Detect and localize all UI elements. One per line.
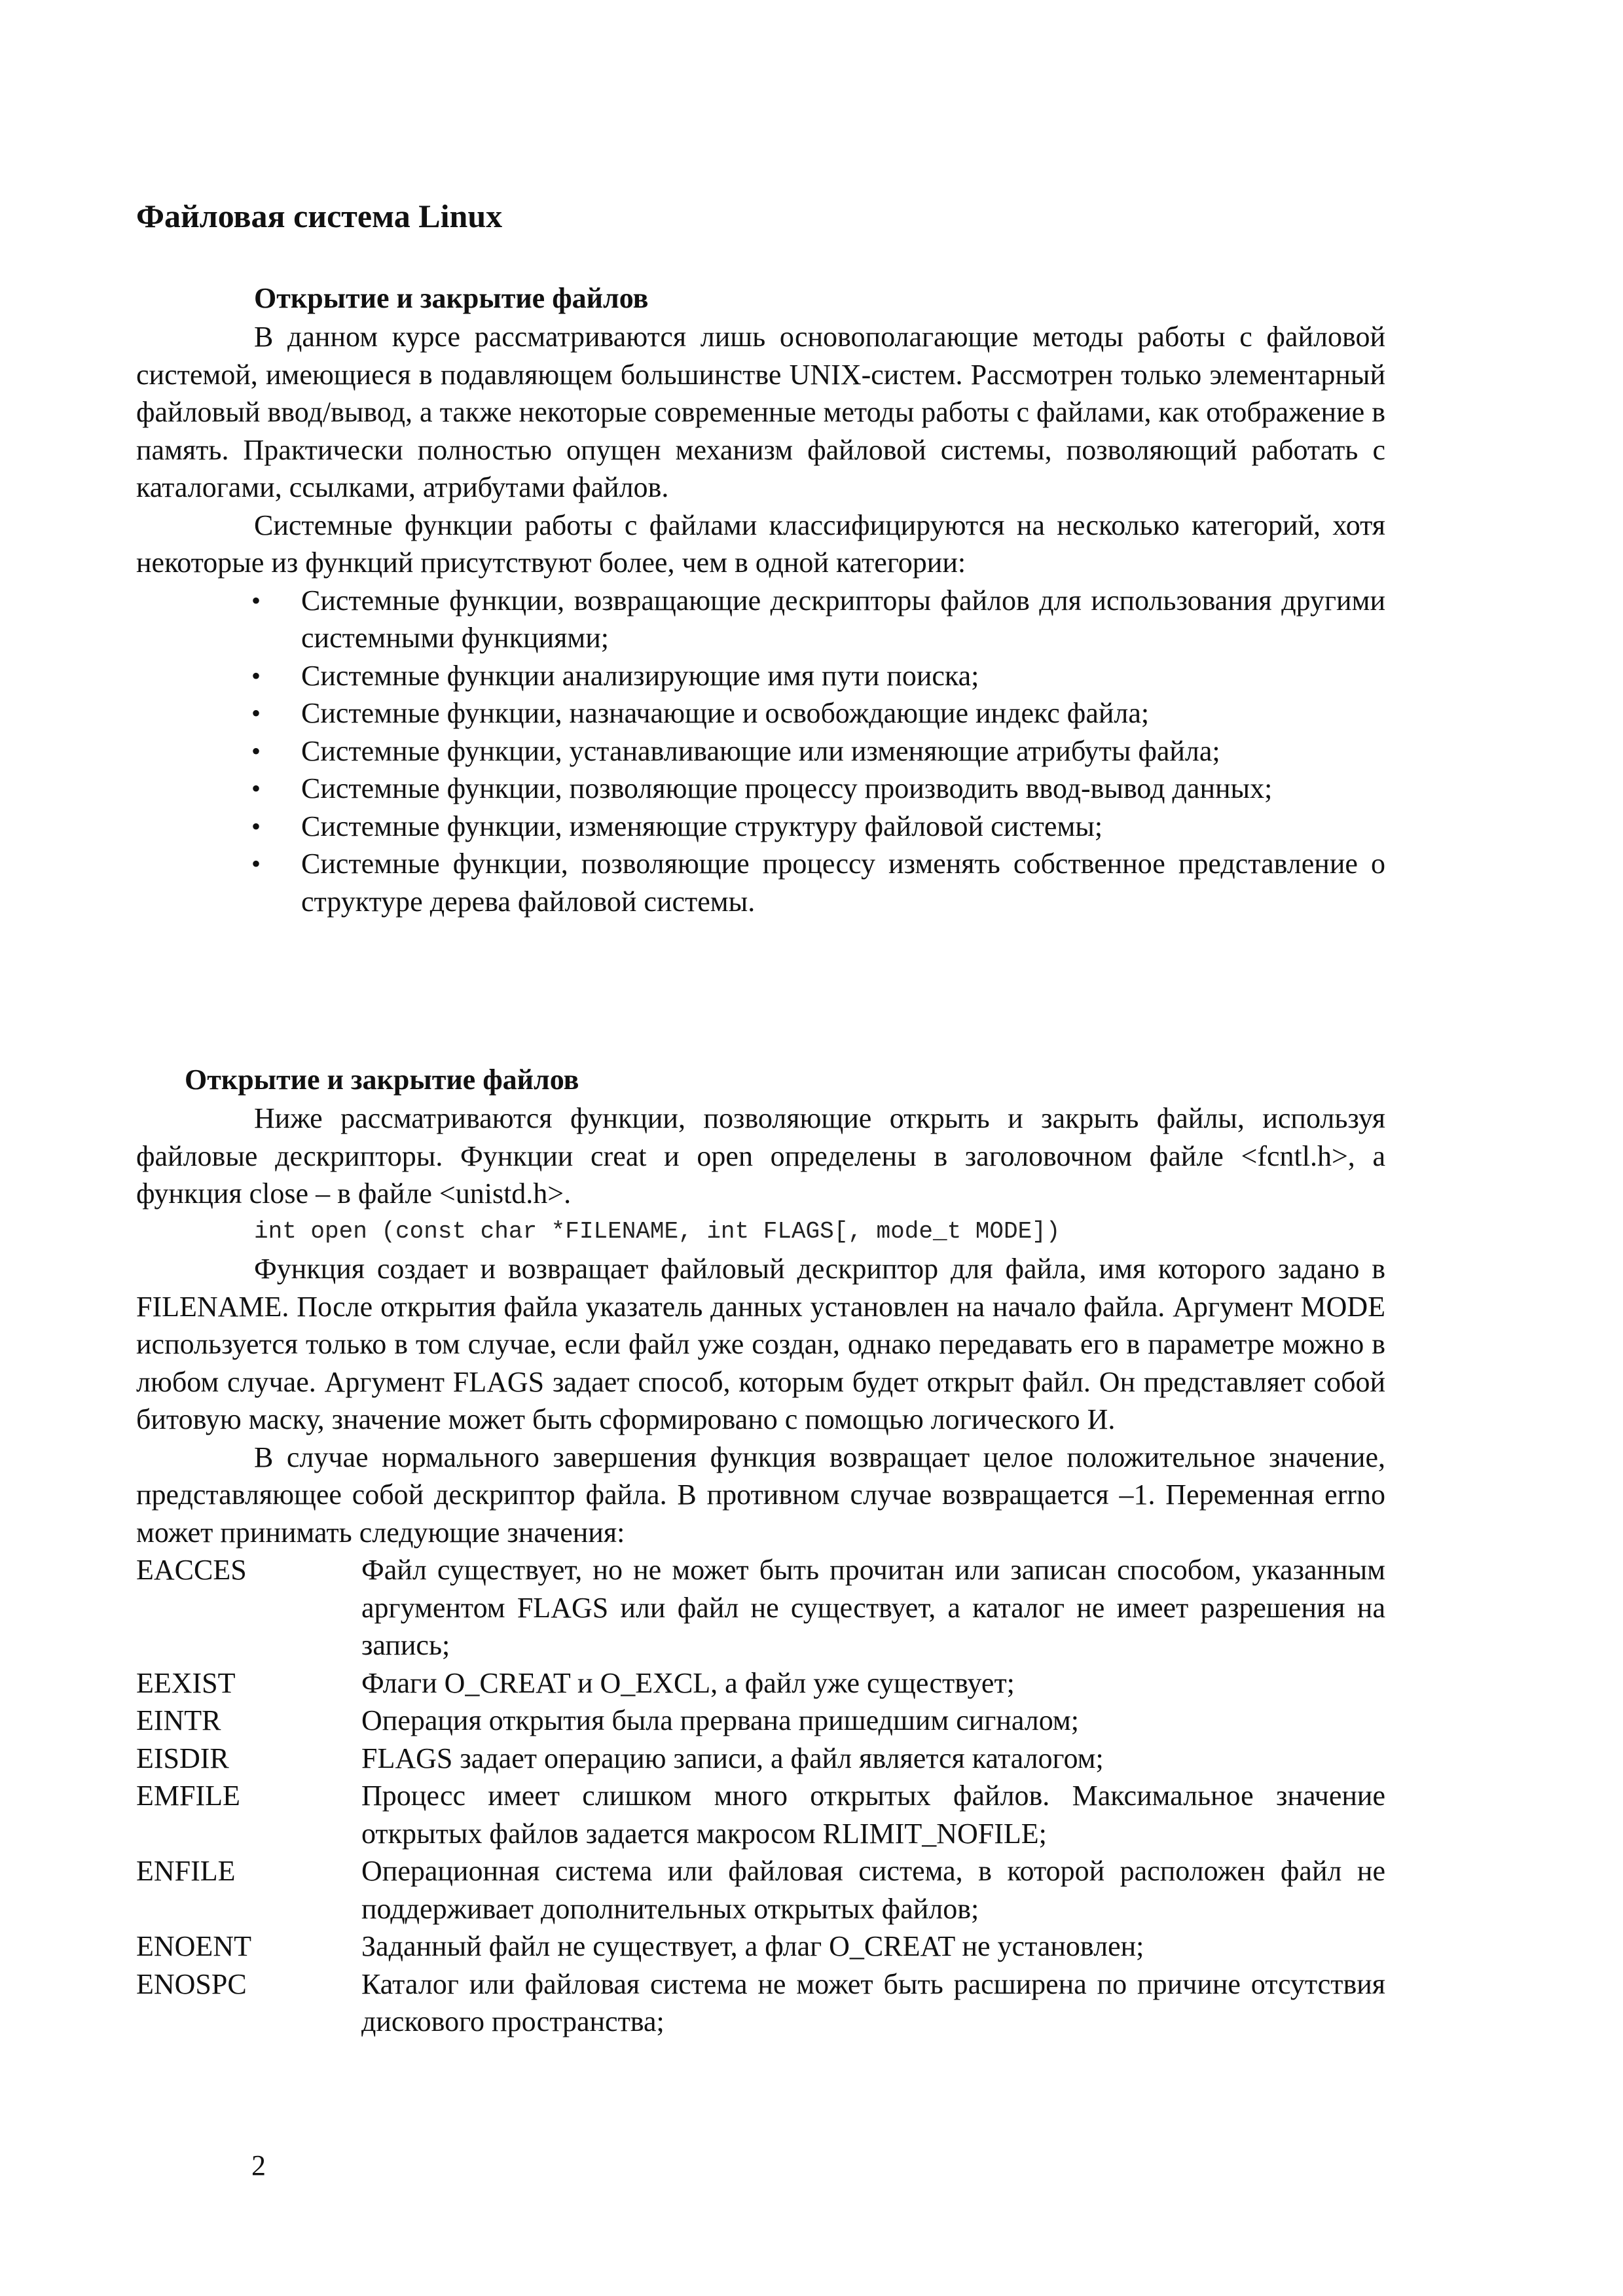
- error-row: [136, 1777, 1385, 1852]
- error-row: [136, 1928, 1385, 1965]
- bullet-list: [136, 582, 1385, 921]
- error-code: EEXIST: [136, 1666, 236, 1699]
- list-item-text: Системные функции анализирующие имя пути поиска;: [301, 659, 979, 692]
- error-row: [136, 1664, 1385, 1702]
- bullet-icon: •: [251, 585, 261, 615]
- bullet-icon: •: [251, 698, 261, 728]
- error-description: Файл существует, но не может быть прочитан или записан способом, указанным аргументом FLAGS или файл не существует, а каталог не имеет разрешения на запись;: [361, 1554, 1385, 1661]
- error-description: Флаги O_CREAT и O_EXCL, а файл уже существует;: [361, 1666, 1015, 1699]
- code-signature: int open (const char *FILENAME, int FLAGS[, mode_t MODE]): [254, 1217, 1061, 1245]
- page-title: Файловая система Linux: [136, 198, 503, 234]
- page-number: 2: [251, 2149, 266, 2181]
- bullet-icon: •: [251, 736, 261, 766]
- list-item: [136, 657, 1385, 695]
- error-code: ENOENT: [136, 1930, 251, 1962]
- list-item-text: Системные функции, позволяющие процессу производить ввод-вывод данных;: [301, 772, 1273, 804]
- error-row: [136, 1740, 1385, 1778]
- error-row: [136, 1852, 1385, 1928]
- paragraph: Системные функции работы с файлами классифицируются на несколько категорий, хотя некоторые из функций присутствуют более, чем в одной категории:: [136, 509, 1385, 579]
- list-item: [136, 845, 1385, 920]
- paragraph: Функция создает и возвращает файловый дескриптор для файла, имя которого задано в FILENAME. После открытия файла указатель данных установлен на начало файла. Аргумент MODE используется только в том случае, если файл уже создан, однако передавать его в параметре можно в любом случае. Аргумент FLAGS задает способ, которым будет открыт файл. Он представляет собой битовую маску, значение может быть сформировано с помощью логического И.: [136, 1253, 1385, 1435]
- section-heading: Открытие и закрытие файлов: [185, 1064, 579, 1096]
- list-item-text: Системные функции, назначающие и освобождающие индекс файла;: [301, 697, 1150, 729]
- bullet-icon: •: [251, 660, 261, 691]
- error-code: ENFILE: [136, 1855, 236, 1887]
- bullet-icon: •: [251, 774, 261, 803]
- error-description: Заданный файл не существует, а флаг O_CREAT не установлен;: [361, 1930, 1144, 1962]
- bullet-icon: •: [251, 811, 261, 841]
- list-item-text: Системные функции, возвращающие дескрипторы файлов для использования другими системными функциями;: [301, 584, 1385, 654]
- error-description: FLAGS задает операцию записи, а файл является каталогом;: [361, 1742, 1104, 1774]
- list-item: [136, 808, 1385, 846]
- error-row: [136, 1965, 1385, 2041]
- error-description: Операционная система или файловая система, в которой расположен файл не поддерживает дополнительных открытых файлов;: [361, 1855, 1385, 1925]
- paragraph: Ниже рассматриваются функции, позволяющие открыть и закрыть файлы, используя файловые дескрипторы. Функции creat и open определены в заголовочном файле <fcntl.h>, а функция close – в файле <unistd.h>.: [136, 1102, 1385, 1210]
- section-heading: Открытие и закрытие файлов: [254, 282, 649, 314]
- list-item-text: Системные функции, позволяющие процессу изменять собственное представление о структуре дерева файловой системы.: [301, 848, 1385, 918]
- error-description: Процесс имеет слишком много открытых файлов. Максимальное значение открытых файлов задается макросом RLIMIT_NOFILE;: [361, 1780, 1385, 1850]
- error-code: EISDIR: [136, 1742, 229, 1774]
- list-item-text: Системные функции, устанавливающие или изменяющие атрибуты файла;: [301, 734, 1220, 767]
- list-item-text: Системные функции, изменяющие структуру файловой системы;: [301, 810, 1103, 842]
- error-code: EACCES: [136, 1554, 247, 1586]
- list-item: [136, 694, 1385, 732]
- error-row: [136, 1551, 1385, 1664]
- paragraph: В данном курсе рассматриваются лишь основополагающие методы работы с файловой системой, имеющиеся в подавляющем большинстве UNIX-систем. Рассмотрен только элементарный файловый ввод/вывод, а также некоторые современные методы работы с файлами, как отображение в память. Практически полностью опущен механизм файловой системы, позволяющий работать с каталогами, ссылками, атрибутами файлов.: [136, 321, 1385, 503]
- paragraph: В случае нормального завершения функция возвращает целое положительное значение, представляющее собой дескриптор файла. В противном случае возвращается –1. Переменная errno может принимать следующие значения:: [136, 1441, 1385, 1549]
- error-description: Каталог или файловая система не может быть расширена по причине отсутствия дискового пространства;: [361, 1967, 1385, 2037]
- error-code: EMFILE: [136, 1780, 240, 1812]
- error-code: EINTR: [136, 1704, 221, 1736]
- error-code: ENOSPC: [136, 1967, 247, 2000]
- list-item: [136, 732, 1385, 770]
- section-intro: [136, 279, 1385, 920]
- bullet-icon: •: [251, 849, 261, 878]
- section-open-close: [136, 1060, 1385, 2041]
- error-row: [136, 1702, 1385, 1740]
- error-description: Операция открытия была прервана пришедшим сигналом;: [361, 1704, 1079, 1736]
- error-list: [136, 1551, 1385, 2041]
- list-item: [136, 770, 1385, 808]
- list-item: [136, 582, 1385, 657]
